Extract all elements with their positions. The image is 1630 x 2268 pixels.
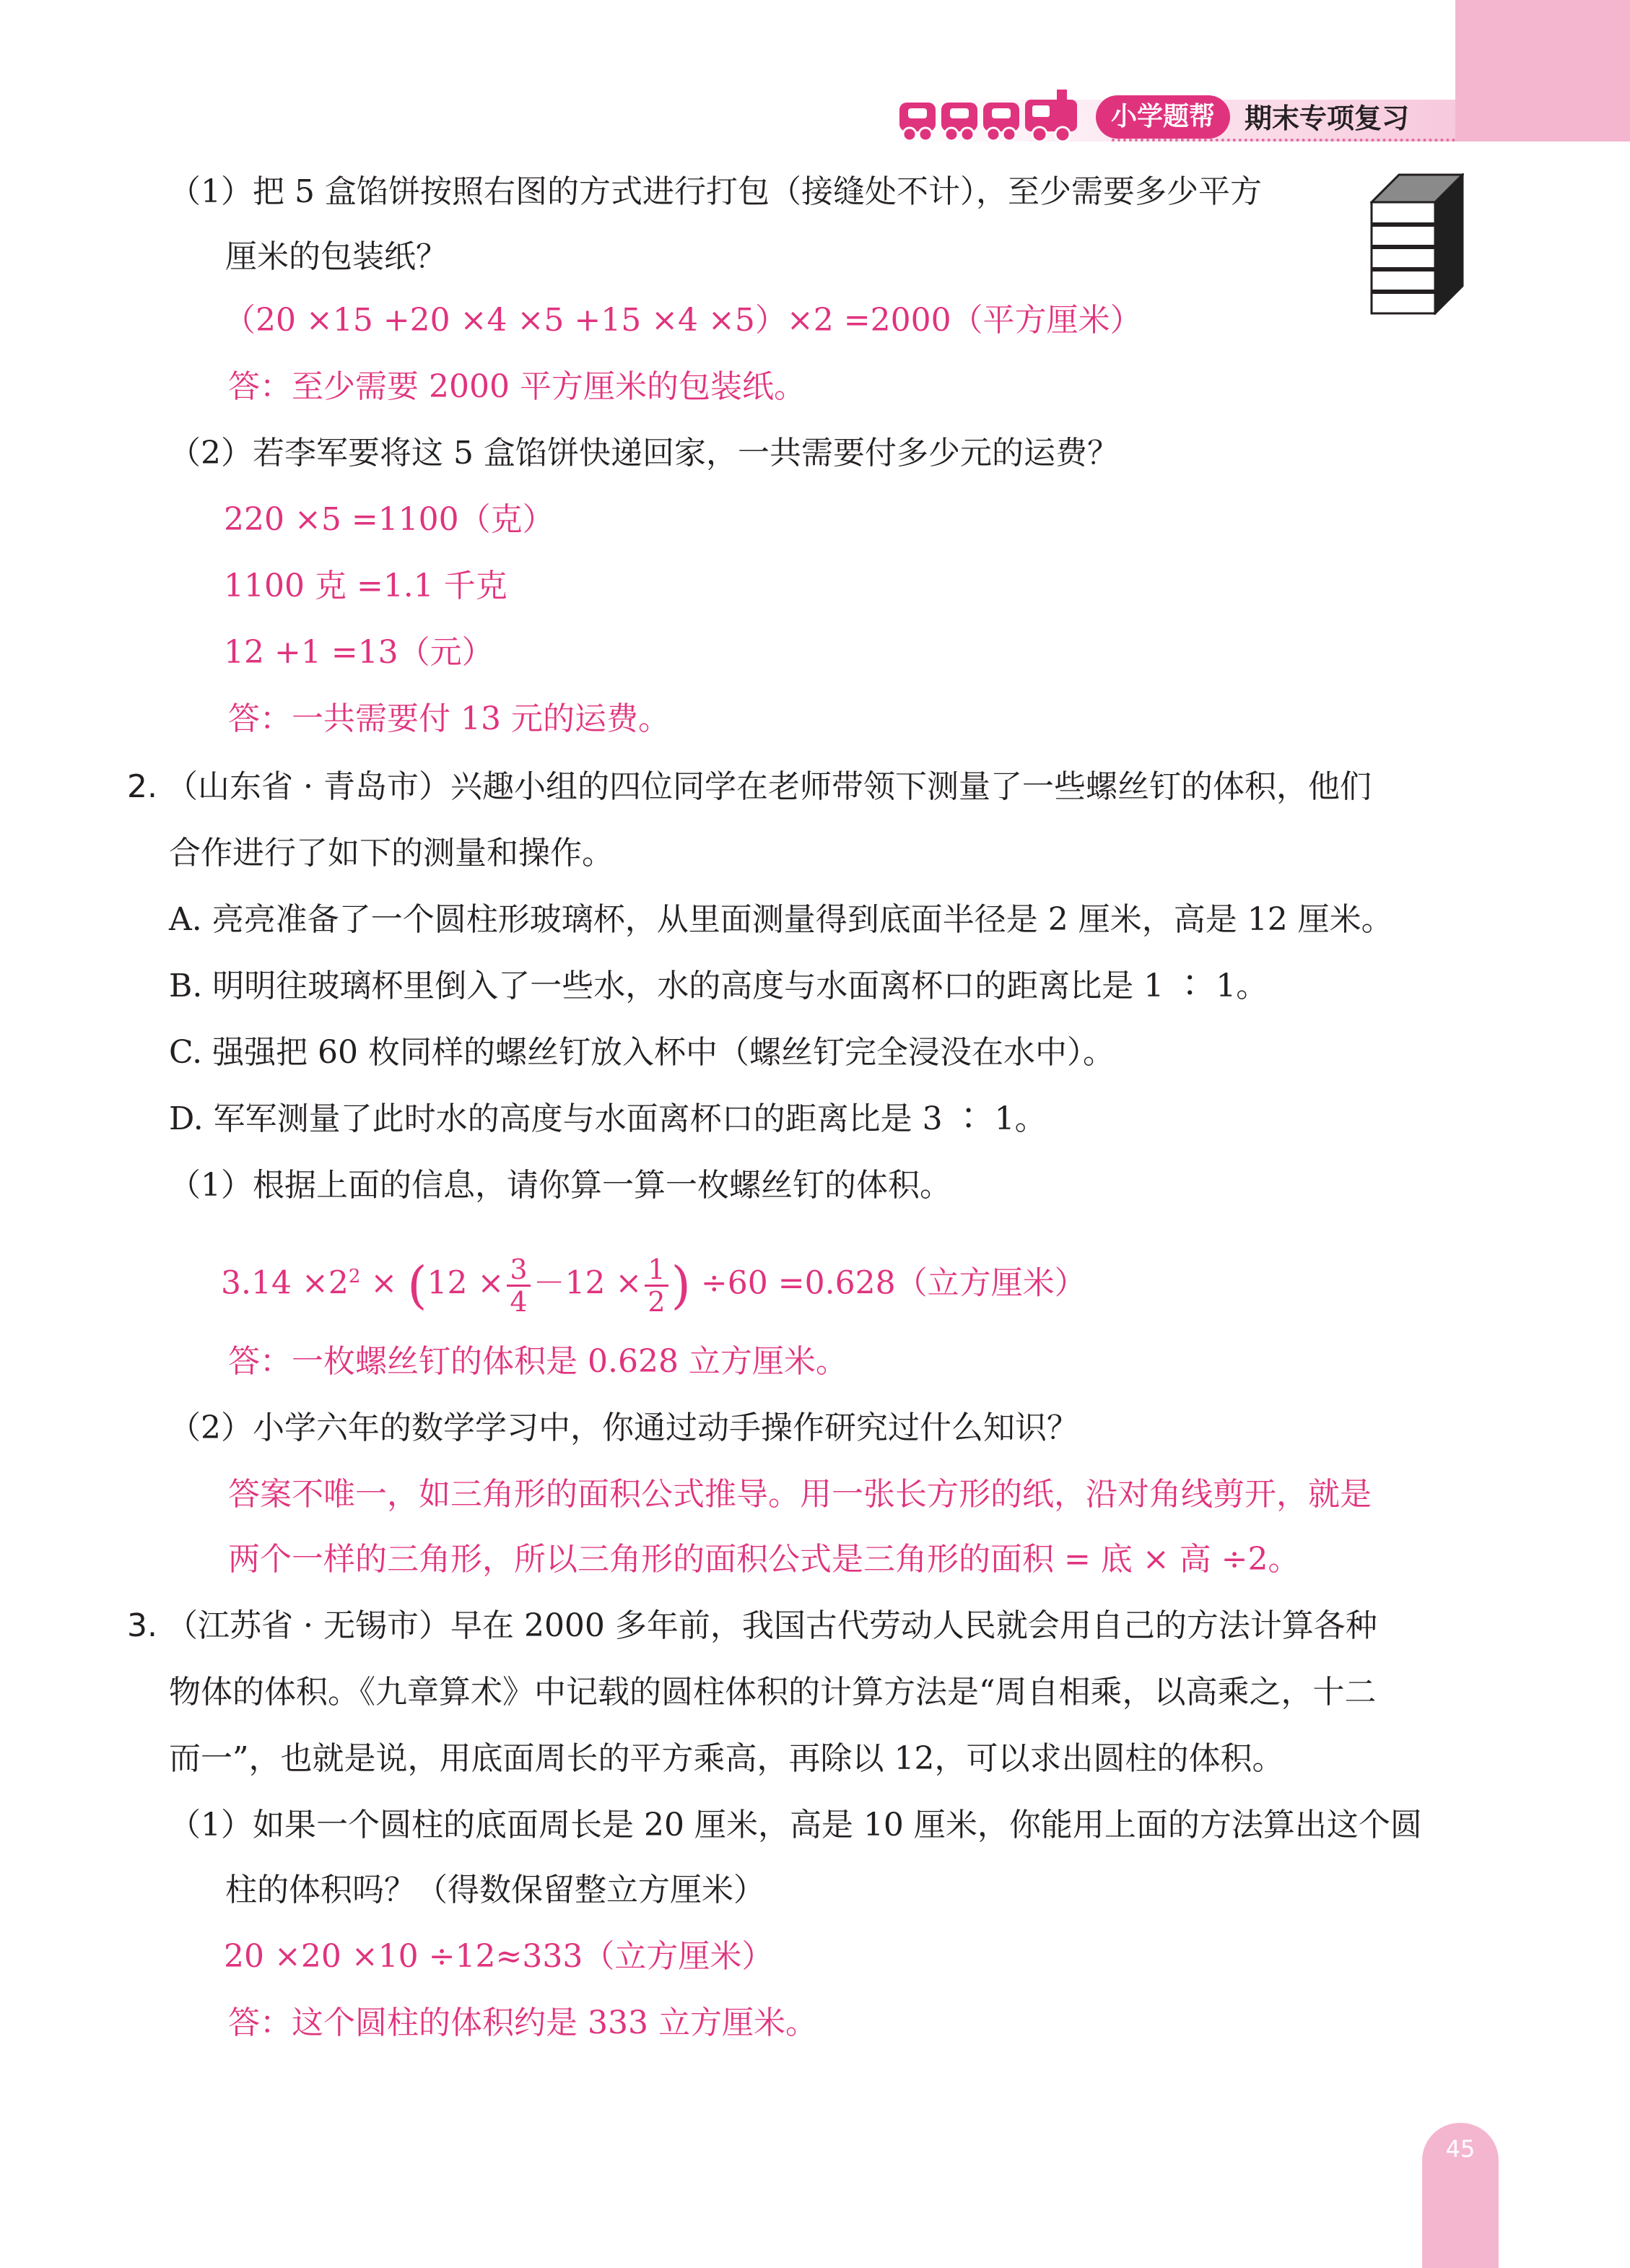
- formula-term: ÷60 =0.628（立方厘米）: [690, 1264, 1086, 1302]
- page-number: 45: [1445, 2135, 1476, 2163]
- q2-part2-answer-line2: 两个一样的三角形，所以三角形的面积公式是三角形的面积 = 底 × 高 ÷2。: [228, 1541, 1300, 1578]
- q2-number: 2.: [127, 768, 157, 805]
- q1-part2-question: （2）若李军要将这 5 盒馅饼快递回家，一共需要付多少元的运费？: [169, 435, 1119, 472]
- q3-part1-question-line2: 柱的体积吗？（得数保留整立方厘米）: [225, 1872, 765, 1908]
- q2-part1-answer: 答：一枚螺丝钉的体积是 0.628 立方厘米。: [228, 1343, 847, 1380]
- section-title: 期末专项复习: [1245, 103, 1410, 134]
- q2-stem-line1: （山东省 · 青岛市）兴趣小组的四位同学在老师带领下测量了一些螺丝钉的体积，他们: [166, 768, 1372, 805]
- formula-term: 3.14 ×2: [221, 1264, 349, 1302]
- q1-part1-question-line1: （1）把 5 盒馅饼按照右图的方式进行打包（接缝处不计），至少需要多少平方: [169, 173, 1262, 210]
- brand-badge: 小学题帮: [1096, 95, 1230, 139]
- q3-number: 3.: [127, 1607, 157, 1644]
- q3-part1-question-line1: （1）如果一个圆柱的底面周长是 20 厘米，高是 10 厘米，你能用上面的方法算出这个圆: [169, 1807, 1422, 1843]
- q2-part2-question: （2）小学六年的数学学习中，你通过动手操作研究过什么知识？: [169, 1409, 1078, 1446]
- q1-part2-step3: 12 +1 =13（元）: [224, 634, 494, 671]
- q3-part1-formula: 20 ×20 ×10 ÷12≈333（立方厘米）: [224, 1938, 774, 1975]
- fraction-numerator: 3: [507, 1254, 530, 1287]
- q1-part1-answer: 答：至少需要 2000 平方厘米的包装纸。: [228, 368, 806, 405]
- corner-tab: [1455, 0, 1630, 142]
- formula-left-paren: (: [407, 1256, 427, 1316]
- q1-part2-step2: 1100 克 =1.1 千克: [224, 568, 507, 604]
- fraction-numerator: 1: [645, 1254, 668, 1287]
- q1-part1-formula: （20 ×15 +20 ×4 ×5 +15 ×4 ×5）×2 =2000（平方厘米）: [224, 302, 1142, 339]
- formula-term: ×: [360, 1264, 408, 1302]
- q2-step-a: A. 亮亮准备了一个圆柱形玻璃杯，从里面测量得到底面半径是 2 厘米，高是 12 厘米。: [169, 901, 1393, 938]
- q2-step-b: B. 明明往玻璃杯里倒入了一些水，水的高度与水面离杯口的距离比是 1 ∶ 1。: [169, 968, 1268, 1004]
- q3-stem-line2: 物体的体积。《九章算术》中记载的圆柱体积的计算方法是“周自相乘，以高乘之，十二: [169, 1674, 1377, 1711]
- train-icon: [898, 90, 1081, 147]
- q2-part2-answer-line1: 答案不唯一，如三角形的面积公式推导。用一张长方形的纸，沿对角线剪开，就是: [228, 1476, 1372, 1513]
- q2-part1-formula: [221, 1248, 1086, 1318]
- fraction-denominator: 4: [510, 1285, 528, 1318]
- q3-stem-line1: （江苏省 · 无锡市）早在 2000 多年前，我国古代劳动人民就会用自己的方法计算各种: [166, 1607, 1377, 1644]
- q3-part1-answer: 答：这个圆柱的体积约是 333 立方厘米。: [228, 2004, 817, 2041]
- q2-step-c: C. 强强把 60 枚同样的螺丝钉放入杯中（螺丝钉完全浸没在水中）。: [169, 1034, 1115, 1071]
- q1-part2-step1: 220 ×5 =1100（克）: [224, 501, 554, 538]
- formula-exponent: 2: [348, 1266, 361, 1287]
- q1-part2-answer: 答：一共需要付 13 元的运费。: [228, 700, 670, 737]
- fraction-one-half: [645, 1254, 668, 1317]
- q2-part1-question: （1）根据上面的信息，请你算一算一枚螺丝钉的体积。: [169, 1167, 951, 1204]
- q2-stem-line2: 合作进行了如下的测量和操作。: [169, 835, 614, 872]
- formula-term: 12 ×: [427, 1264, 505, 1302]
- formula-term: －12 ×: [533, 1264, 642, 1302]
- stacked-boxes-figure: [1370, 173, 1464, 315]
- fraction-three-quarters: [507, 1254, 530, 1317]
- fraction-denominator: 2: [648, 1285, 666, 1318]
- q3-stem-line3: 而一”，也就是说，用底面周长的平方乘高，再除以 12，可以求出圆柱的体积。: [169, 1740, 1284, 1777]
- q2-step-d: D. 军军测量了此时水的高度与水面离杯口的距离比是 3 ∶ 1。: [169, 1100, 1047, 1137]
- formula-right-paren: ): [671, 1256, 691, 1316]
- q1-part1-question-line2: 厘米的包装纸？: [225, 238, 448, 275]
